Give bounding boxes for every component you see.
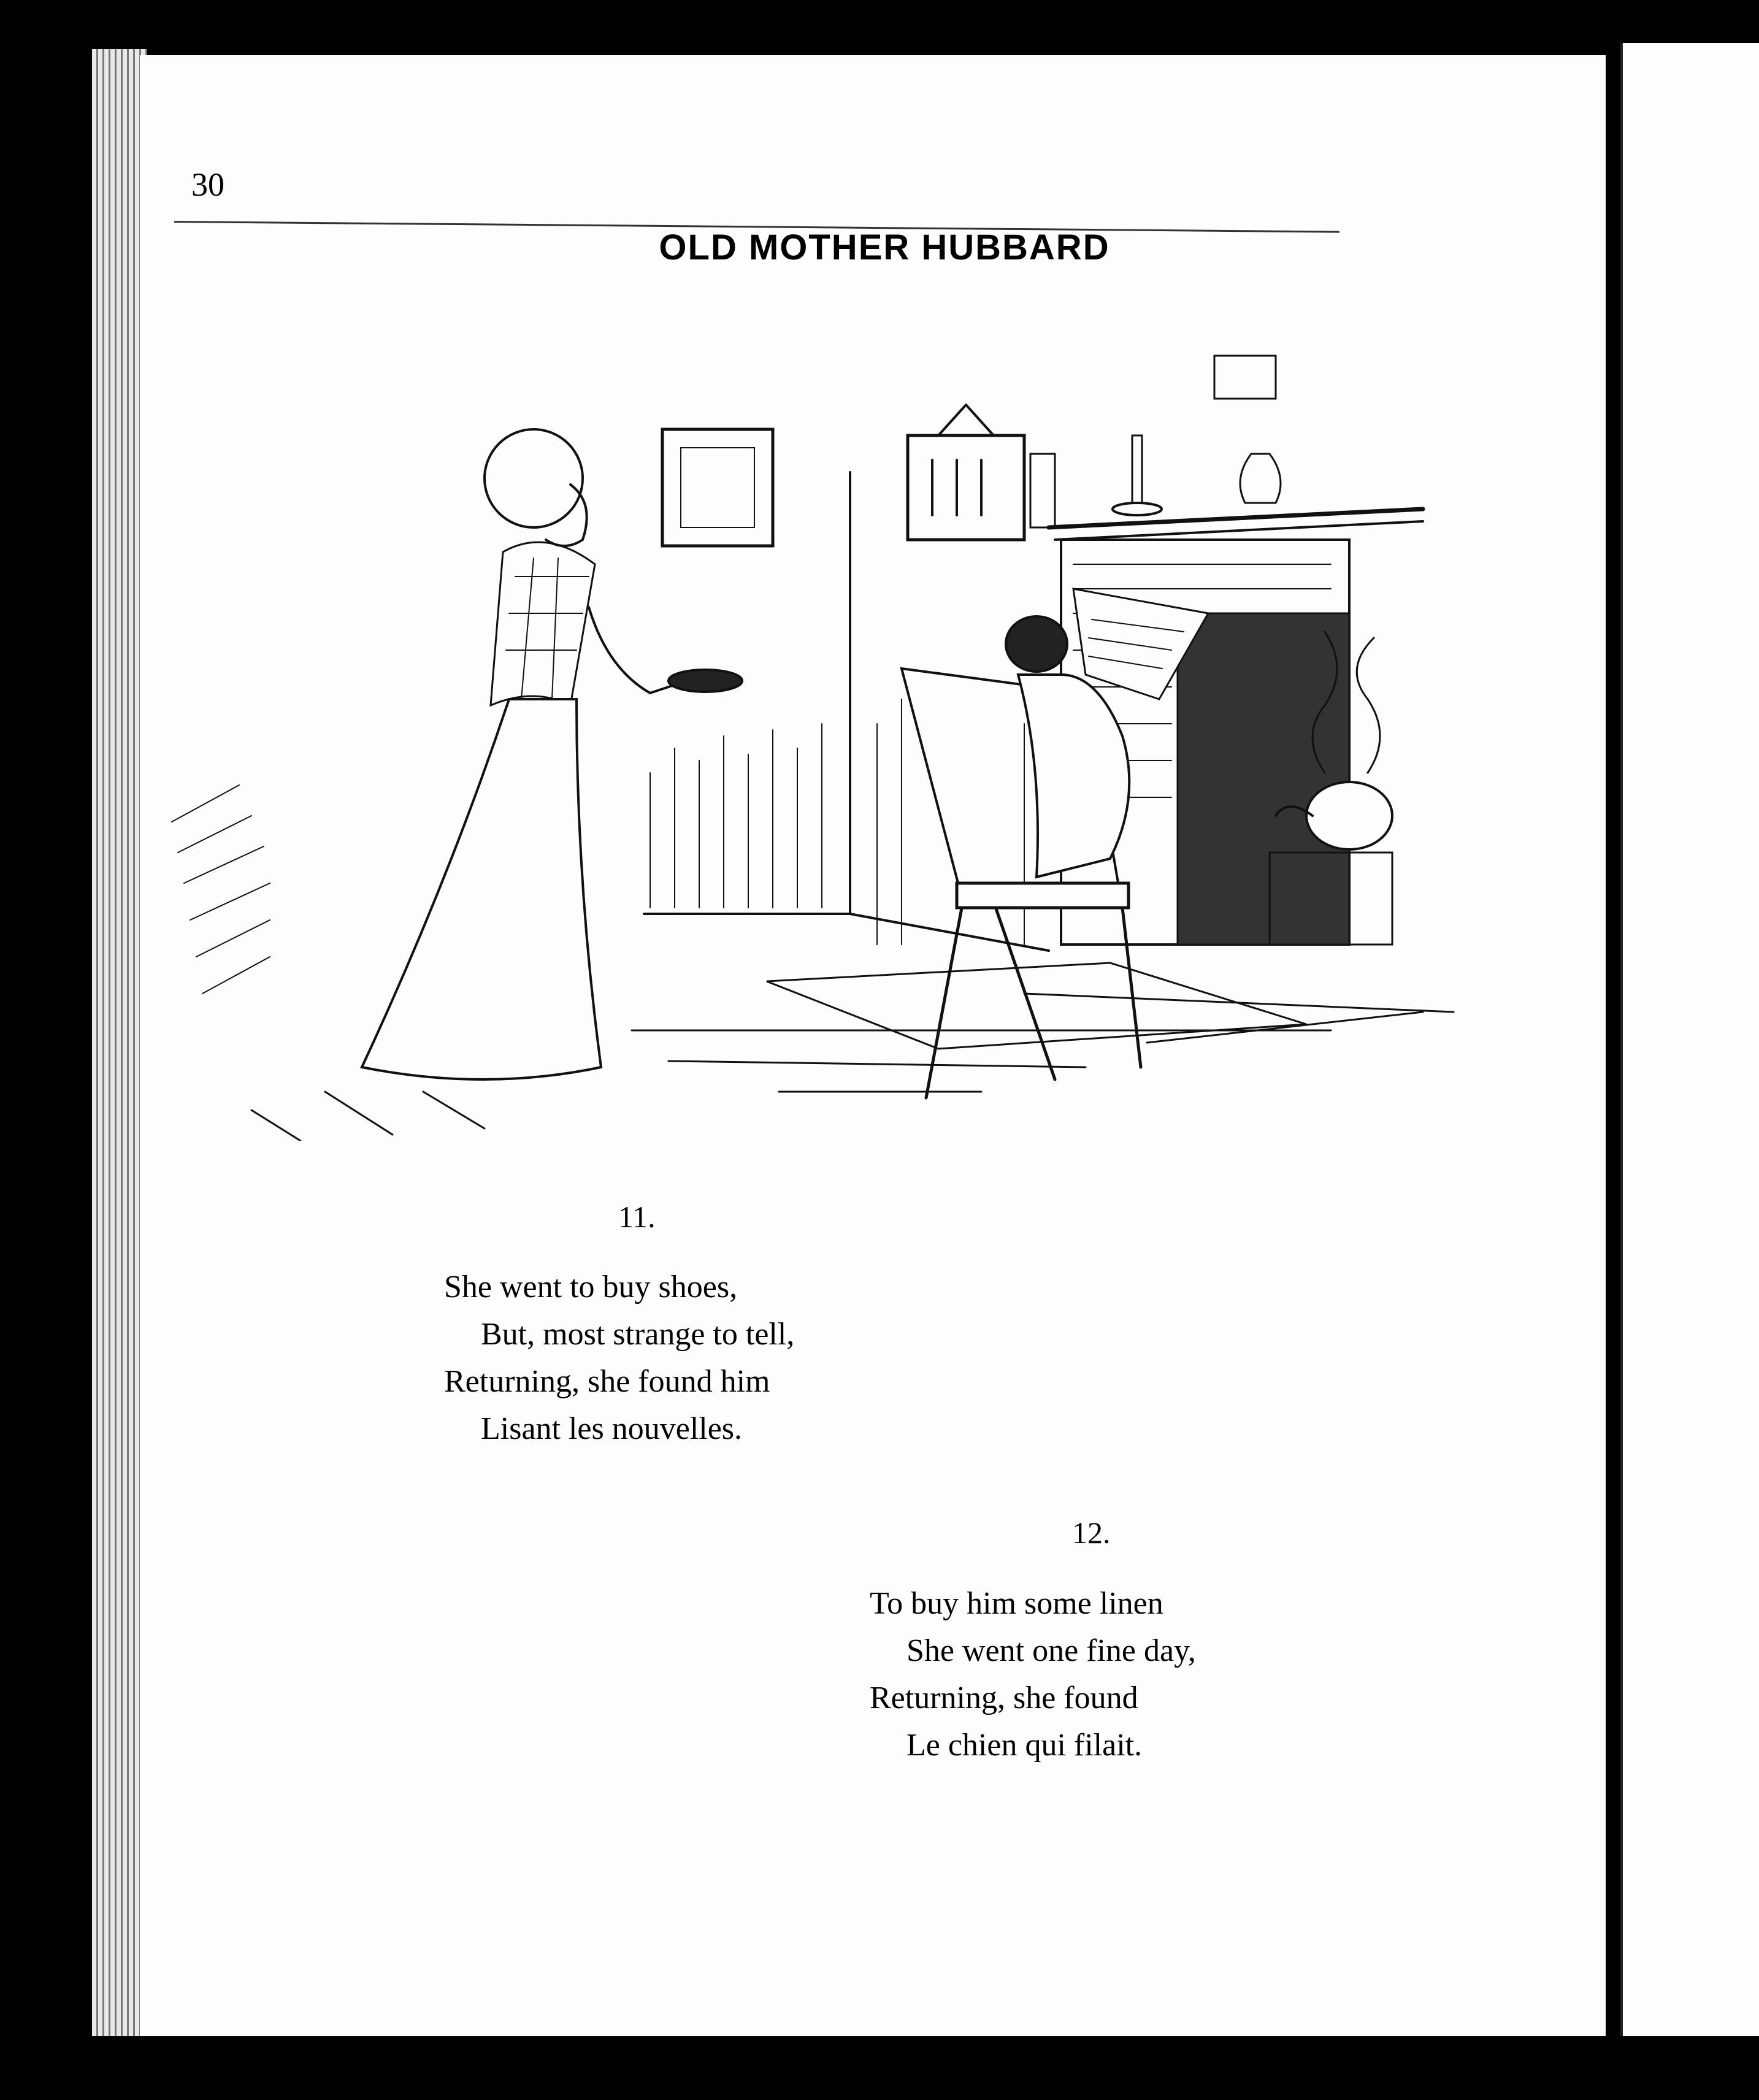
woman-dress bbox=[362, 699, 601, 1079]
page-number: 30 bbox=[191, 166, 224, 203]
stanza-12-line-3: Returning, she found bbox=[870, 1680, 1138, 1715]
vase bbox=[1240, 454, 1281, 503]
dog-head bbox=[1006, 616, 1067, 672]
left-shading bbox=[172, 785, 270, 994]
running-head: OLD MOTHER HUBBARD bbox=[659, 228, 1110, 267]
picture-frame-middle bbox=[908, 435, 1024, 540]
stanza-11-line-1: She went to buy shoes, bbox=[444, 1270, 738, 1305]
rug bbox=[767, 963, 1306, 1049]
book-page-edges bbox=[92, 49, 147, 2036]
wall-clock bbox=[1214, 356, 1276, 399]
mother-hubbard-illustration bbox=[166, 331, 1472, 1141]
stanza-12-line-2: She went one fine day, bbox=[906, 1633, 1196, 1668]
picture-frame-left bbox=[662, 429, 773, 546]
candle bbox=[1132, 435, 1142, 503]
dog-body bbox=[1018, 675, 1129, 877]
stanza-number-12: 12. bbox=[1072, 1516, 1111, 1550]
shawl bbox=[491, 542, 595, 705]
bonnet bbox=[485, 429, 583, 527]
stanza-11-line-4: Lisant les nouvelles. bbox=[481, 1411, 743, 1446]
stanza-11 bbox=[444, 1263, 794, 1452]
stanza-12 bbox=[870, 1580, 1196, 1769]
facing-page bbox=[1620, 43, 1759, 2036]
stanza-number-11: 11. bbox=[618, 1200, 656, 1234]
stanza-12-line-4: Le chien qui filait. bbox=[906, 1728, 1143, 1763]
stanza-11-line-2: But, most strange to tell, bbox=[481, 1317, 795, 1352]
stanza-11-line-3: Returning, she found him bbox=[444, 1364, 770, 1399]
kettle bbox=[1306, 782, 1392, 849]
stanza-12-line-1: To buy him some linen bbox=[870, 1586, 1163, 1621]
shoes-in-hand bbox=[669, 670, 742, 692]
